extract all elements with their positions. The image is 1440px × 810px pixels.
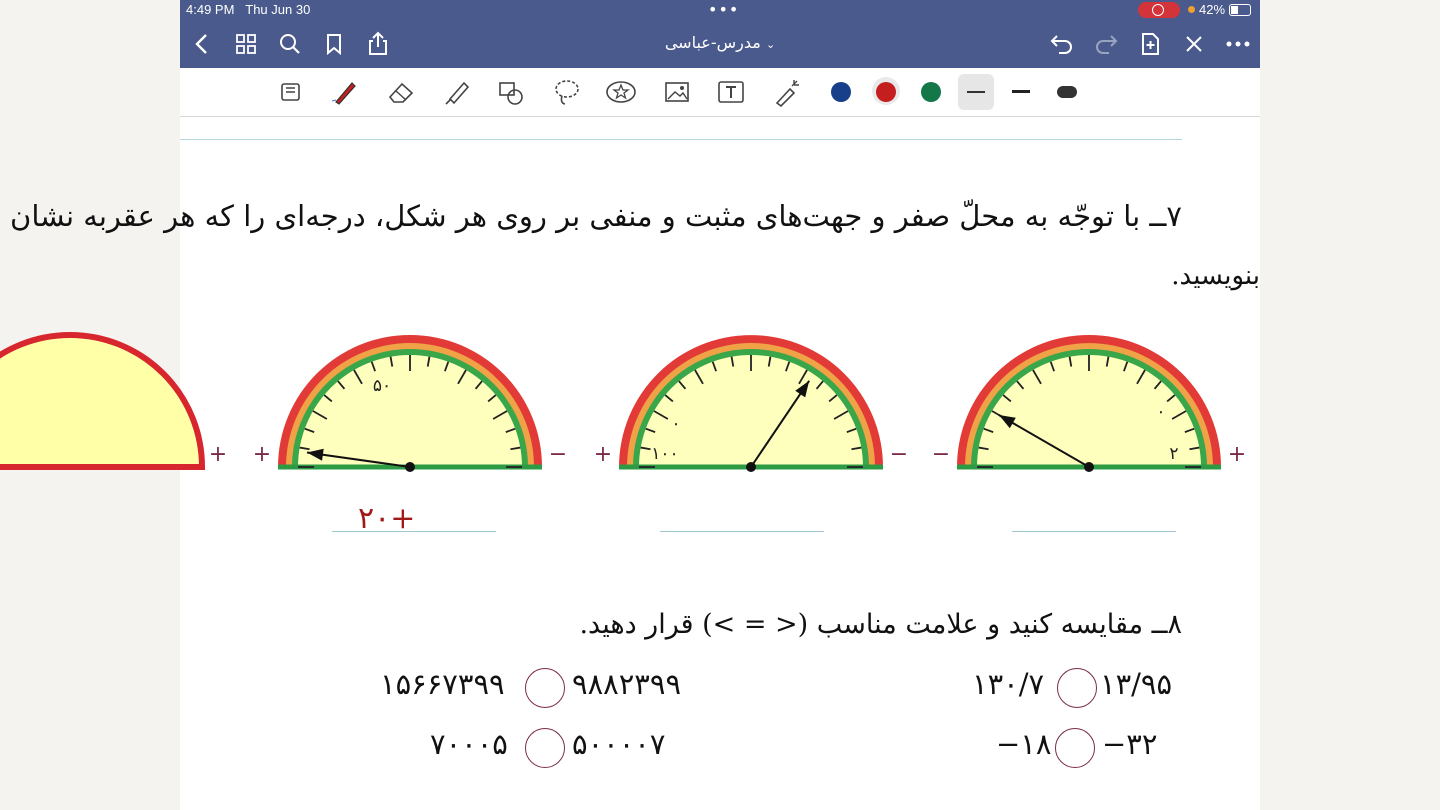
color-swatch-red[interactable] <box>876 82 896 102</box>
handwritten-answer: +۲۰ <box>358 501 416 536</box>
compare-value: ۱۵۶۶۷۳۹۹ <box>380 667 505 701</box>
scale-label: ۲ <box>1169 444 1179 464</box>
comparison-circle[interactable] <box>1057 668 1097 708</box>
status-time: 4:49 PM Thu Jun 30 <box>186 2 311 17</box>
compare-value: ۱۳/۹۵ <box>1100 667 1173 701</box>
more-icon[interactable] <box>1224 30 1252 58</box>
answer-line-right[interactable] <box>1012 531 1176 532</box>
protractor <box>957 335 1221 472</box>
document-title[interactable]: مدرس-عباسی ⌄ <box>664 33 776 52</box>
grid-icon[interactable] <box>232 30 260 58</box>
comparison-circle[interactable] <box>525 668 565 708</box>
pen-icon[interactable] <box>328 76 362 108</box>
search-icon[interactable] <box>276 30 304 58</box>
highlighter-icon[interactable] <box>440 76 474 108</box>
screen-record-indicator[interactable] <box>1138 2 1180 18</box>
compare-value: ۵۰۰۰۰۷ <box>572 727 666 761</box>
protractor-figures <box>180 313 1260 643</box>
scale-label: ۱۰۰ <box>651 444 679 464</box>
question-8-prompt: ۸ــ مقایسه کنید و علامت مناسب (< = >) قرار دهید. <box>579 609 1182 640</box>
close-pen-icon[interactable] <box>1180 30 1208 58</box>
plus-sign: + <box>252 442 272 467</box>
scale-label: ۰ <box>1156 402 1166 422</box>
share-icon[interactable] <box>364 30 392 58</box>
undo-icon[interactable] <box>1048 30 1076 58</box>
page-icon[interactable] <box>274 76 308 108</box>
ipad-screen <box>10 0 1260 810</box>
minus-sign: − <box>931 442 951 467</box>
drawing-toolbar <box>180 68 1260 117</box>
comparison-circle[interactable] <box>1055 728 1095 768</box>
back-icon[interactable] <box>188 30 216 58</box>
compare-value: ۱۳۰/۷ <box>972 667 1045 701</box>
question-7-line-1: ۷ــ با توجّه به محلّ صفر و جهت‌های مثبت و منفی بر روی هر شکل، درجه‌ای را که هر عقربه نشان <box>10 199 1182 233</box>
laser-pointer-icon[interactable] <box>770 76 804 108</box>
compare-value: −۳۲ <box>1102 727 1158 761</box>
image-icon[interactable] <box>660 76 694 108</box>
protractor <box>278 335 542 472</box>
compare-value: ۷۰۰۰۵ <box>430 727 508 761</box>
comparison-circle[interactable] <box>525 728 565 768</box>
stroke-medium[interactable] <box>1012 90 1030 93</box>
scale-label: ۰ <box>671 414 681 434</box>
question-7-line-2: بنویسید. <box>1171 261 1260 291</box>
stroke-thin-selected[interactable] <box>958 74 994 110</box>
protractor-partial <box>0 335 202 467</box>
compare-value: −۱۸ <box>996 727 1052 761</box>
eraser-icon[interactable] <box>384 76 418 108</box>
color-swatch-blue[interactable] <box>831 82 851 102</box>
plus-sign: + <box>208 442 228 467</box>
shapes-icon[interactable] <box>494 76 528 108</box>
plus-sign: + <box>1227 442 1247 467</box>
plus-sign: + <box>593 442 613 467</box>
add-page-icon[interactable] <box>1136 30 1164 58</box>
top-bar <box>180 0 1260 68</box>
battery-indicator: 42% <box>1188 2 1251 17</box>
redo-icon[interactable] <box>1092 30 1120 58</box>
multitasking-dots[interactable]: ••• <box>708 0 740 19</box>
minus-sign: − <box>889 442 909 467</box>
answer-line-middle[interactable] <box>660 531 824 532</box>
document-page[interactable] <box>10 117 1260 810</box>
scale-label: ۵۰ <box>372 376 392 396</box>
color-swatch-green[interactable] <box>921 82 941 102</box>
bookmark-icon[interactable] <box>320 30 348 58</box>
lasso-icon[interactable] <box>550 76 584 108</box>
sticker-icon[interactable] <box>604 76 638 108</box>
ruled-line <box>180 139 1182 140</box>
minus-sign: − <box>548 442 568 467</box>
stroke-thick[interactable] <box>1057 86 1077 98</box>
text-icon[interactable] <box>714 76 748 108</box>
compare-value: ۹۸۸۲۳۹۹ <box>572 667 682 701</box>
